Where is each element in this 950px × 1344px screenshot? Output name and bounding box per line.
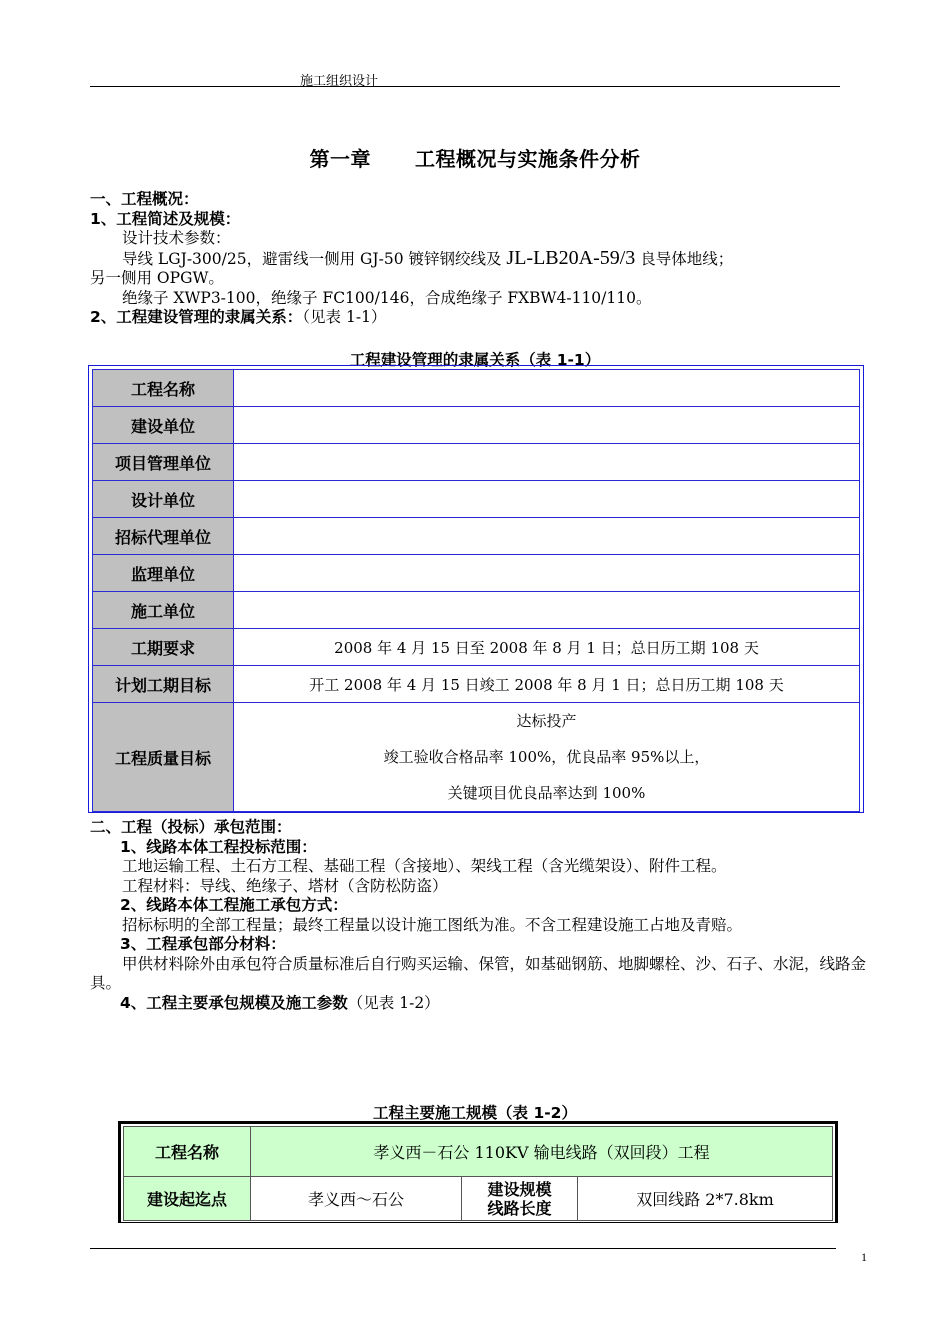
quality-values — [234, 703, 860, 812]
table-row — [93, 444, 860, 481]
subsection-2-4-title: 4、工程主要承包规模及施工参数 — [120, 993, 348, 1012]
quality-line: 竣工验收合格品率 100%，优良品率 95%以上， — [383, 748, 710, 766]
scale-length-label — [462, 1177, 578, 1221]
row-label: 工程名称 — [124, 1127, 251, 1177]
length-label-line: 线路长度 — [487, 1198, 552, 1218]
table-1 — [88, 365, 864, 813]
table-row — [93, 555, 860, 592]
table-1-caption: 工程建设管理的隶属关系（表 1-1） — [349, 351, 601, 369]
row-value — [234, 444, 860, 481]
table-row — [93, 629, 860, 666]
row-label: 建设起迄点 — [124, 1177, 251, 1221]
row-value: 2008 年 4 月 15 日至 2008 年 8 月 1 日；总日历工期 108 天 — [234, 629, 860, 666]
table-row — [124, 1177, 833, 1221]
materials-text: 工程材料：导线、绝缘子、塔材（含防松防盗） — [122, 876, 448, 895]
table-2-caption: 工程主要施工规模（表 1-2） — [373, 1104, 577, 1122]
row-value: 开工 2008 年 4 月 15 日竣工 2008 年 8 月 1 日；总日历工期 108 天 — [234, 666, 860, 703]
endpoints-value: 孝义西～石公 — [251, 1177, 462, 1221]
design-params-intro: 设计技术参数： — [122, 229, 231, 247]
management-table — [92, 369, 860, 812]
row-value — [234, 407, 860, 444]
quality-line: 达标投产 — [516, 712, 577, 730]
subsection-1-1-heading: 1、工程简述及规模： — [90, 209, 241, 228]
row-label: 施工单位 — [93, 592, 234, 629]
table-row — [93, 703, 860, 812]
row-label: 招标代理单位 — [93, 518, 234, 555]
conductor-text: 导线 LGJ-300/25，避雷线一侧用 GJ-50 镀锌钢绞线及 — [122, 249, 507, 268]
row-label: 建设单位 — [93, 407, 234, 444]
footer-rule — [90, 1248, 836, 1249]
row-value — [234, 555, 860, 592]
row-label: 项目管理单位 — [93, 444, 234, 481]
section-1-heading: 一、工程概况： — [90, 190, 199, 208]
row-label: 工期要求 — [93, 629, 234, 666]
table-row — [93, 370, 860, 407]
section-2 — [90, 818, 870, 1013]
contract-materials-text: 甲供材料除外由承包符合质量标准后自行购买运输、保管，如基础钢筋、地脚螺栓、沙、石子、水泥，线路金具。 — [90, 954, 867, 992]
line-length-value: 双回线路 2*7.8km — [578, 1177, 833, 1221]
table-row — [93, 407, 860, 444]
row-value — [234, 518, 860, 555]
contract-method-text: 招标标明的全部工程量；最终工程量以设计施工图纸为准。不含工程建设施工占地及青赔。 — [122, 915, 743, 934]
scale-label-line: 建设规模 — [487, 1179, 552, 1199]
row-label: 工程质量目标 — [93, 703, 234, 812]
table-2 — [118, 1121, 838, 1223]
header-rule — [90, 86, 840, 87]
insulator-line: 绝缘子 XWP3-100，绝缘子 FC100/146，合成绝缘子 FXBW4-110/110。 — [122, 288, 652, 307]
row-label: 计划工期目标 — [93, 666, 234, 703]
row-value — [234, 592, 860, 629]
chapter-name: 工程概况与实施条件分析 — [415, 147, 641, 171]
table-row — [93, 481, 860, 518]
conductor-text-end: 良导体地线； — [635, 249, 734, 268]
row-value — [234, 370, 860, 407]
table-row — [93, 666, 860, 703]
row-label: 监理单位 — [93, 555, 234, 592]
page-number: 1 — [861, 1250, 867, 1264]
ground-wire-model: JL-LB20A-59/3 — [506, 246, 636, 269]
table-ref-1-2: （见表 1-2） — [347, 993, 440, 1012]
subsection-2-2-heading: 2、线路本体工程施工承包方式： — [120, 896, 348, 914]
opgw-line: 另一侧用 OPGW。 — [90, 269, 224, 287]
subsection-2-1-heading: 1、线路本体工程投标范围： — [120, 837, 317, 856]
scope-text: 工地运输工程、土石方工程、基础工程（含接地）、架线工程（含光缆架设）、附件工程。 — [122, 857, 727, 875]
page-header-text: 施工组织设计 — [300, 74, 379, 89]
chapter-number: 第一章 — [309, 147, 371, 171]
subsection-2-3-heading: 3、工程承包部分材料： — [120, 935, 286, 953]
section-2-heading: 二、工程（投标）承包范围： — [90, 818, 292, 836]
project-name-value: 孝义西－石公 110KV 输电线路（双回段）工程 — [251, 1127, 833, 1177]
row-value — [234, 481, 860, 518]
subsection-1-2-title: 2、工程建设管理的隶属关系： — [90, 308, 303, 326]
table-row — [124, 1127, 833, 1177]
scale-table — [123, 1126, 833, 1221]
table-ref-1-1: （见表 1-1） — [302, 308, 387, 326]
subsection-1-2-heading — [90, 308, 870, 328]
conductor-line — [90, 246, 870, 270]
table-row — [93, 518, 860, 555]
row-label: 设计单位 — [93, 481, 234, 518]
subsection-2-4-heading — [90, 994, 870, 1014]
section-1 — [90, 190, 870, 328]
row-label: 工程名称 — [93, 370, 234, 407]
chapter-title — [0, 143, 950, 172]
quality-line: 关键项目优良品率达到 100% — [447, 784, 646, 802]
table-row — [93, 592, 860, 629]
